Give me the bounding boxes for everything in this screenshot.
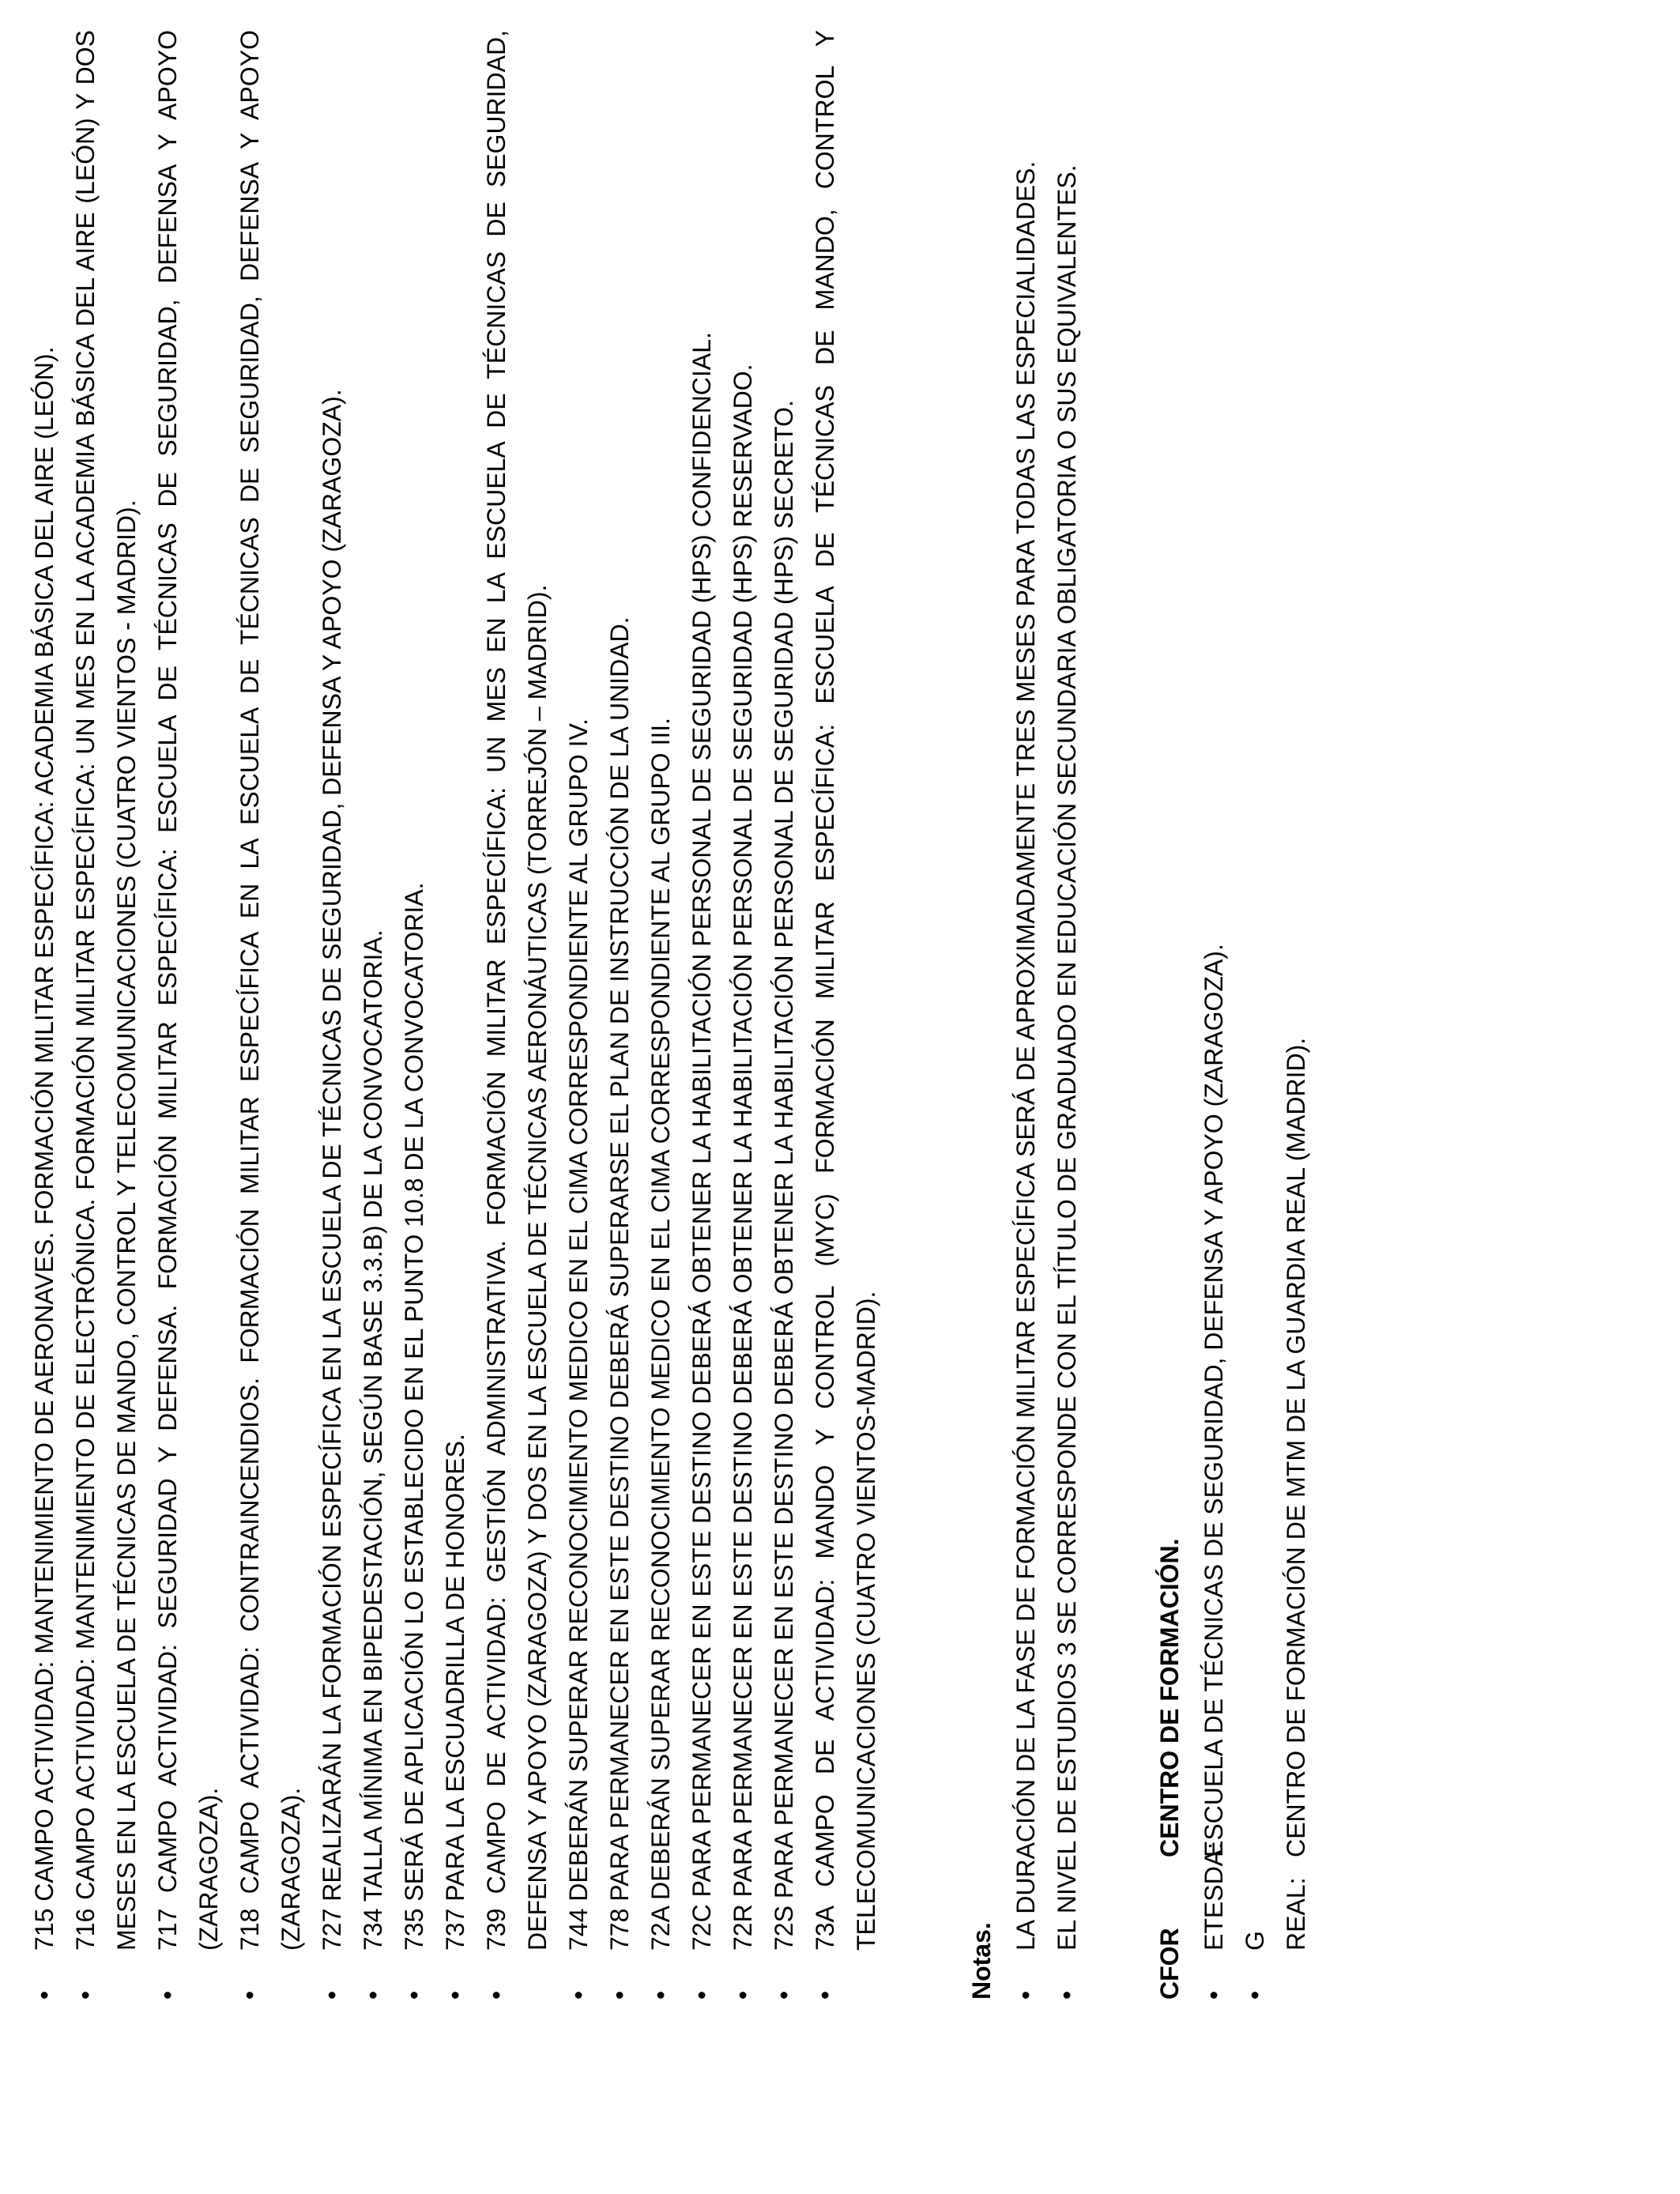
document-content <box>24 30 1317 2000</box>
list-item: • 727 REALIZARÁN LA FORMACIÓN ESPECÍFICA EN LA ESCUELA DE TÉCNICAS DE SEGURIDAD, DEFENSA Y APOYO (ZARAGOZA). <box>311 30 352 2000</box>
notas-list <box>1005 30 1087 2000</box>
center-col-label: CENTRO DE FORMACIÓN. <box>1155 1538 1184 1857</box>
list-item: • 734 TALLA MÍNIMA EN BIPEDESTACIÓN, SEGÚN BASE 3.3.B) DE LA CONVOCATORIA. <box>352 30 394 2000</box>
center-code: G REAL: <box>1241 1877 1310 1951</box>
center-code: ETESDA: <box>1200 1842 1228 1951</box>
codes-list <box>24 30 887 2000</box>
list-item: • 778 PARA PERMANECER EN ESTE DESTINO DEBERÁ SUPERARSE EL PLAN DE INSTRUCCIÓN DE LA UNIDAD. <box>599 30 640 2000</box>
list-item: • 739 CAMPO DE ACTIVIDAD: GESTIÓN ADMINISTRATIVA. FORMACIÓN MILITAR ESPECÍFICA: UN MES EN LA ESCUELA DE TÉCNICAS DE SEGURIDAD, DEFENSA Y APOYO (ZARAGOZA) Y DOS EN LA ESCUELA DE TÉCNICAS AERONÁUTICAS (TORREJÓN – MADRID). <box>476 30 558 2000</box>
cfor-header <box>1149 30 1190 2000</box>
list-item: • 72A DEBERÁN SUPERAR RECONOCIMIENTO MEDICO EN EL CIMA CORRESPONDIENTE AL GRUPO III. <box>640 30 681 2000</box>
notas-heading: Notas. <box>967 1922 996 2000</box>
list-item: • 735 SERÁ DE APLICACIÓN LO ESTABLECIDO EN EL PUNTO 10.8 DE LA CONVOCATORIA. <box>394 30 435 2000</box>
center-name: CENTRO DE FORMACIÓN DE MTM DE LA GUARDIA REAL (MADRID). <box>1282 1037 1310 1857</box>
list-item: • 737 PARA LA ESCUADRILLA DE HONORES. <box>435 30 476 2000</box>
cfor-col-label: CFOR <box>1155 1928 1184 2000</box>
center-item <box>1193 30 1234 2000</box>
list-item: • 718 CAMPO ACTIVIDAD: CONTRAINCENDIOS. FORMACIÓN MILITAR ESPECÍFICA EN LA ESCUELA DE TÉCNICAS DE SEGURIDAD, DEFENSA Y APOYO (ZARAGOZA). <box>229 30 311 2000</box>
list-item: • 715 CAMPO ACTIVIDAD: MANTENIMIENTO DE AERONAVES. FORMACIÓN MILITAR ESPECÍFICA: ACADEMIA BÁSICA DEL AIRE (LEÓN). <box>24 30 65 2000</box>
list-item: • 717 CAMPO ACTIVIDAD: SEGURIDAD Y DEFENSA. FORMACIÓN MILITAR ESPECÍFICA: ESCUELA DE TÉCNICAS DE SEGURIDAD, DEFENSA Y APOYO (ZARAGOZA). <box>147 30 229 2000</box>
nota-item: • EL NIVEL DE ESTUDIOS 3 SE CORRESPONDE CON EL TÍTULO DE GRADUADO EN EDUCACIÓN SECUNDARIA OBLIGATORIA O SUS EQUIVALENTES. <box>1046 30 1087 2000</box>
centers-list <box>1193 30 1317 2000</box>
list-item: • 744 DEBERÁN SUPERAR RECONOCIMIENTO MEDICO EN EL CIMA CORRESPONDIENTE AL GRUPO IV. <box>558 30 599 2000</box>
center-item <box>1234 30 1317 2000</box>
center-name: ESCUELA DE TÉCNICAS DE SEGURIDAD, DEFENSA Y APOYO (ZARAGOZA). <box>1200 944 1228 1857</box>
list-item: • 72C PARA PERMANECER EN ESTE DESTINO DEBERÁ OBTENER LA HABILITACIÓN PERSONAL DE SEGURIDAD (HPS) CONFIDENCIAL. <box>681 30 722 2000</box>
list-item: • 73A CAMPO DE ACTIVIDAD: MANDO Y CONTROL (MYC) FORMACIÓN MILITAR ESPECÍFICA: ESCUELA DE TÉCNICAS DE MANDO, CONTROL Y TELECOMUNICACIONES (CUATRO VIENTOS-MADRID). <box>804 30 887 2000</box>
nota-item: • LA DURACIÓN DE LA FASE DE FORMACIÓN MILITAR ESPECÍFICA SERÁ DE APROXIMADAMENTE TRES MESES PARA TODAS LAS ESPECIALIDADES. <box>1005 30 1046 2000</box>
list-item: • 72R PARA PERMANECER EN ESTE DESTINO DEBERÁ OBTENER LA HABILITACIÓN PERSONAL DE SEGURIDAD (HPS) RESERVADO. <box>722 30 763 2000</box>
list-item: • 716 CAMPO ACTIVIDAD: MANTENIMIENTO DE ELECTRÓNICA. FORMACIÓN MILITAR ESPECÍFICA: UN MES EN LA ACADEMIA BÁSICA DEL AIRE (LEÓN) Y DOS MESES EN LA ESCUELA DE TÉCNICAS DE MANDO, CONTROL Y TELECOMUNICACIONES (CUATRO VIENTOS - MADRID). <box>65 30 147 2000</box>
list-item: • 72S PARA PERMANECER EN ESTE DESTINO DEBERÁ OBTENER LA HABILITACIÓN PERSONAL DE SEGURIDAD (HPS) SECRETO. <box>763 30 804 2000</box>
